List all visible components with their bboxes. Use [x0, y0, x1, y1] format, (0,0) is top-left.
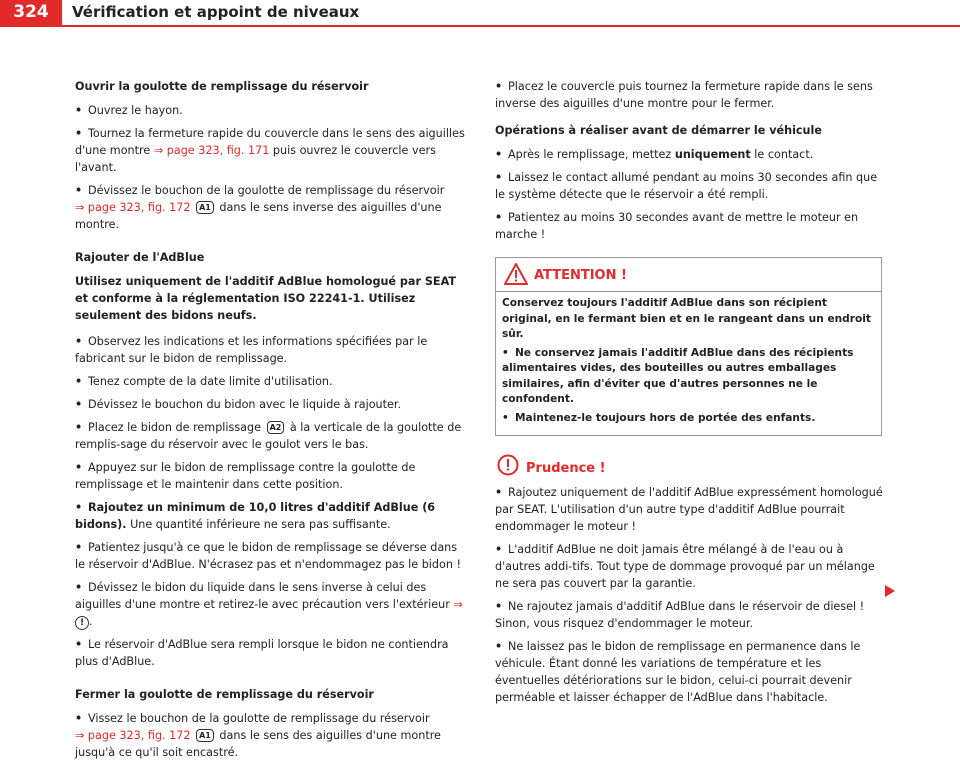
warning-triangle-icon — [504, 263, 528, 285]
left-column — [75, 78, 467, 767]
list-item: • Tournez la fermeture rapide du couvercle dans le sens des aiguilles d'une montre ⇒ page 323, fig. 171 puis ouvrez le couvercle vers l'avant. — [75, 127, 465, 174]
list-item: • Appuyez sur le bidon de remplissage contre la goulotte de remplissage et le maintenir dans cette position. — [75, 461, 416, 491]
list-item: • Vissez le bouchon de la goulotte de remplissage du réservoir ⇒ page 323, fig. 172 A1 dans le sens des aiguilles d'une montre jusqu'à ce qu'il soit encastré. — [75, 712, 441, 759]
page-number: 324 — [0, 0, 62, 25]
list-item: • Ouvrez le hayon. — [75, 104, 183, 117]
list-item: • Patientez jusqu'à ce que le bidon de remplissage se déverse dans le réservoir d'AdBlue. N'écrasez pas et n'endommagez pas le bidon ! — [75, 541, 461, 571]
heading-close-filler: Fermer la goulotte de remplissage du réservoir — [75, 688, 374, 701]
next-page-arrow-icon[interactable] — [884, 584, 896, 598]
caution-icon: ! — [75, 616, 89, 630]
heading-add-adblue: Rajouter de l'AdBlue — [75, 251, 205, 264]
attention-box — [495, 257, 882, 436]
attention-header — [496, 258, 881, 292]
list-item: • Observez les indications et les informations spécifiées par le fabricant sur le bidon de remplissage. — [75, 335, 428, 365]
figure-callout-badge: A1 — [196, 729, 214, 742]
header-rule — [0, 25, 960, 27]
prudence-header — [495, 458, 887, 484]
page-reference-link[interactable]: ⇒ page 323, fig. 172 — [75, 729, 191, 742]
warning-reference-arrow[interactable]: ⇒ — [453, 598, 463, 611]
list-item: • Ne rajoutez jamais d'additif AdBlue dans le réservoir de diesel ! Sinon, vous risquez d'endommager le moteur. — [495, 600, 865, 630]
list-item: • Le réservoir d'AdBlue sera rempli lorsque le bidon ne contiendra plus d'AdBlue. — [75, 638, 449, 668]
heading-open-filler: Ouvrir la goulotte de remplissage du réservoir — [75, 80, 369, 93]
list-item: • Dévissez le bidon du liquide dans le sens inverse à celui des aiguilles d'une montre et retirez-le avec précaution vers l'extérieur ⇒ ! . — [75, 581, 463, 628]
bold-note: Utilisez uniquement de l'additif AdBlue homologué par SEAT et conforme à la réglementation ISO 22241-1. Utilisez seulement des bidons neufs. — [75, 275, 456, 322]
page-header — [0, 0, 960, 28]
list-item: • L'additif AdBlue ne doit jamais être mélangé à de l'eau ou à d'autres addi-tifs. Tout type de dommage provoqué par un mélange ne sera pas couvert par la garantie. — [495, 543, 875, 590]
figure-callout-badge: A1 — [196, 201, 214, 214]
caution-circle-icon — [497, 454, 519, 476]
attention-title: ATTENTION ! — [534, 268, 627, 283]
attention-body: Conservez toujours l'additif AdBlue dans son récipient original, en le fermant bien et en le rangeant dans un endroit sûr. • Ne conservez jamais l'additif AdBlue dans des récipients alimentaires vides, des bouteilles ou autres emballages similaires, afin d'éviter que d'autres personnes ne le confondent. • Maintenez-le toujours hors de portée des enfants. — [496, 292, 881, 435]
list-item: • Maintenez-le toujours hors de portée des enfants. — [502, 411, 816, 424]
list-item: • Dévissez le bouchon du bidon avec le liquide à rajouter. — [75, 398, 402, 411]
figure-callout-badge: A2 — [267, 421, 285, 434]
list-item: • Patientez au moins 30 secondes avant de mettre le moteur en marche ! — [495, 211, 859, 241]
list-item: • Placez le bidon de remplissage A2 à la verticale de la goulotte de remplis-sage du réservoir avec le goulot vers le bas. — [75, 421, 462, 451]
list-item: • Après le remplissage, mettez uniquement le contact. — [495, 148, 814, 161]
list-item: • Tenez compte de la date limite d'utilisation. — [75, 375, 333, 388]
list-item: • Ne laissez pas le bidon de remplissage en permanence dans le véhicule. Étant donné les variations de température et les éventuelles détériorations sur le bidon, celui-ci pourrait devenir perméable et laisser échapper de l'AdBlue dans l'habitacle. — [495, 640, 861, 704]
page-reference-link[interactable]: ⇒ page 323, fig. 171 — [153, 144, 270, 157]
heading-before-start: Opérations à réaliser avant de démarrer le véhicule — [495, 124, 822, 137]
page-reference-link[interactable]: ⇒ page 323, fig. 172 — [75, 201, 191, 214]
chapter-title: Vérification et appoint de niveaux — [72, 3, 360, 21]
prudence-title: Prudence ! — [526, 461, 606, 476]
list-item: • Rajoutez uniquement de l'additif AdBlue expressément homologué par SEAT. L'utilisation d'un autre type d'additif AdBlue pourrait endommager le moteur ! — [495, 486, 883, 533]
list-item: • Dévissez le bouchon de la goulotte de remplissage du réservoir ⇒ page 323, fig. 172 A1 dans le sens inverse des aiguilles d'une montre. — [75, 184, 445, 231]
right-column — [495, 78, 887, 712]
list-item: • Laissez le contact allumé pendant au moins 30 secondes afin que le système détecte que le réservoir a été rempli. — [495, 171, 878, 201]
list-item: • Placez le couvercle puis tournez la fermeture rapide dans le sens inverse des aiguilles d'une montre pour le fermer. — [495, 80, 873, 110]
list-item: • Ne conservez jamais l'additif AdBlue dans des récipients alimentaires vides, des bouteilles ou autres emballages similaires, afin d'éviter que d'autres personnes ne le confondent. — [502, 346, 854, 405]
list-item: • Rajoutez un minimum de 10,0 litres d'additif AdBlue (6 bidons). Une quantité inférieure ne sera pas suffisante. — [75, 501, 436, 531]
